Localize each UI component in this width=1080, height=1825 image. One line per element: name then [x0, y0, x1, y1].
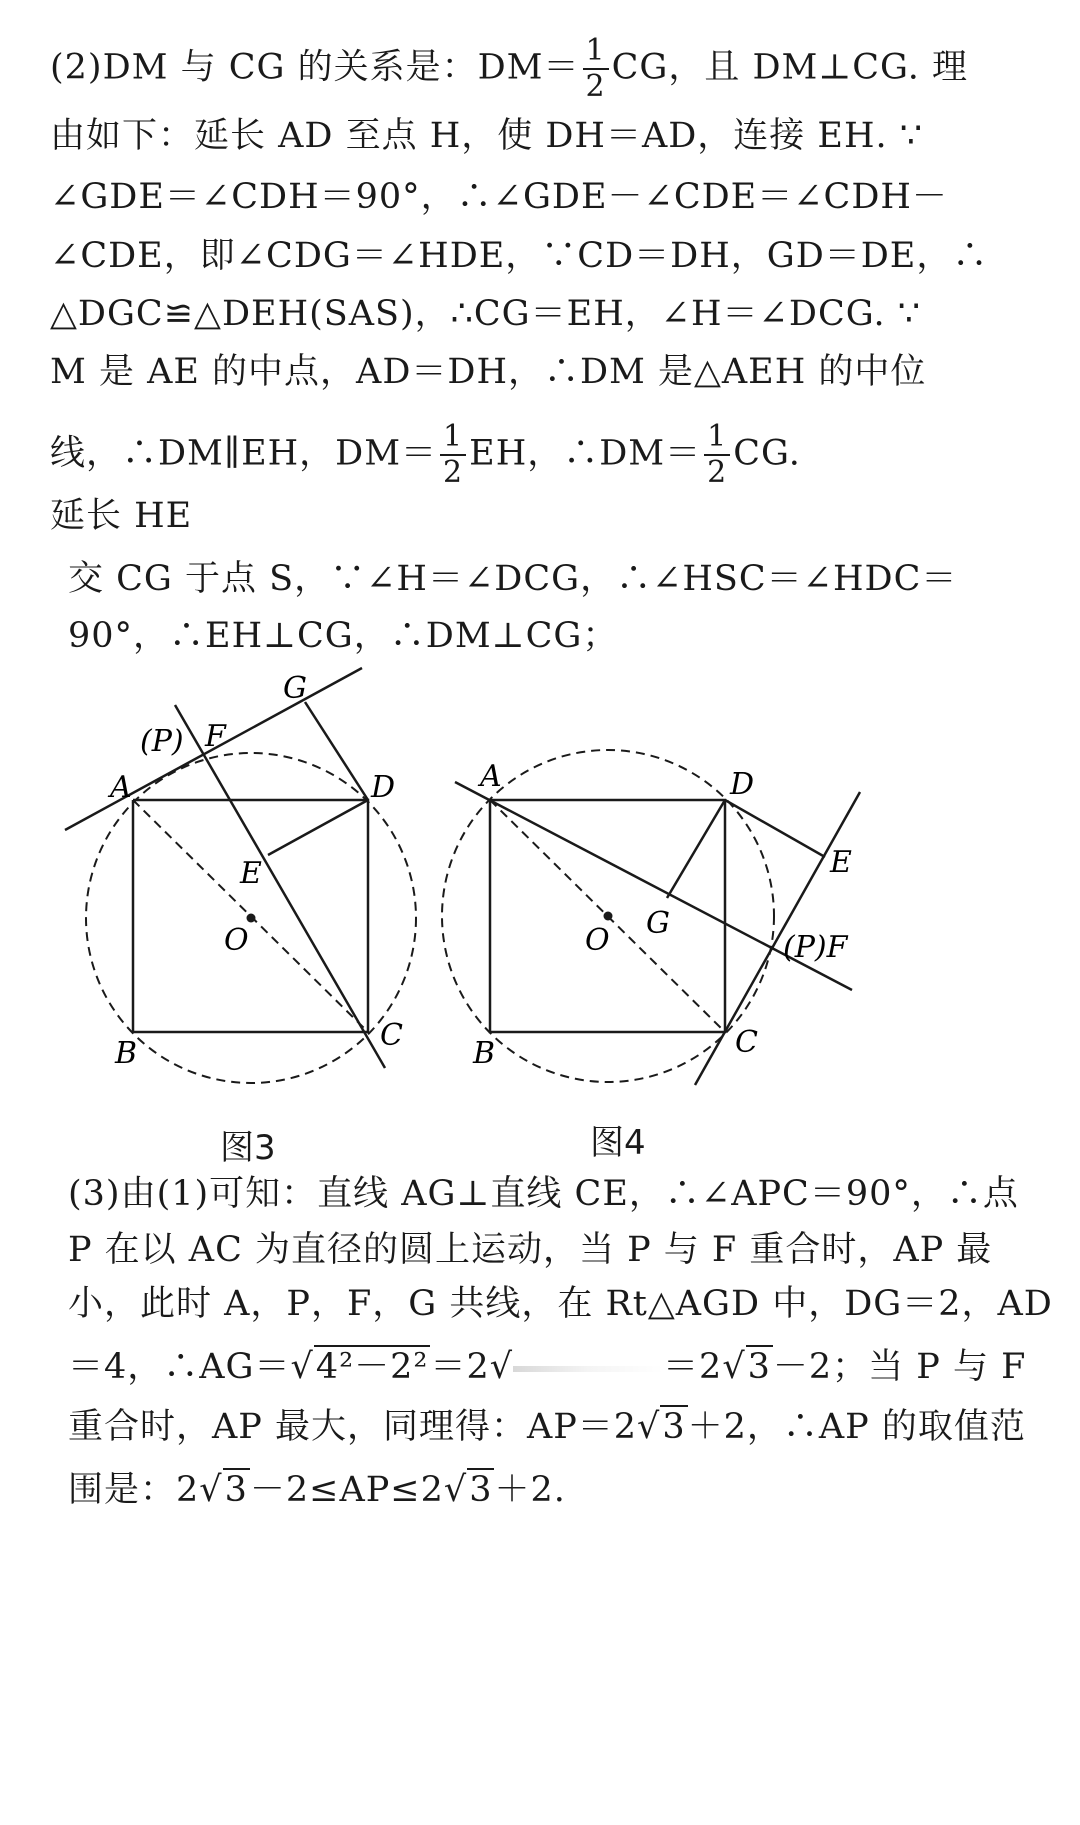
label-e: E	[830, 845, 852, 880]
figure-4	[440, 730, 880, 1100]
text-line-16	[68, 1468, 1053, 1512]
text-segment: －2≤AP≤2	[249, 1470, 444, 1510]
segment-dg	[667, 800, 725, 898]
label-e: E	[240, 856, 262, 891]
text-segment: 线，∴DM∥EH，DM＝	[50, 433, 438, 474]
label-f: F	[205, 719, 226, 754]
text-line-5: △DGC≌△DEH(SAS)，∴CG＝EH，∠H＝∠DCG. ∵	[50, 294, 921, 334]
text-segment: (2)DM 与 CG 的关系是：DM＝	[50, 47, 580, 88]
text-line-13: 小，此时 A，P，F，G 共线，在 Rt△AGD 中，DG＝2，AD	[68, 1284, 1053, 1324]
center-point-o	[604, 912, 613, 921]
text-segment: 重合时，AP 最大，同理得：AP＝2	[68, 1407, 638, 1447]
label-o: O	[224, 923, 249, 958]
square-root: √4²－2²	[290, 1347, 429, 1387]
text-segment: ＝2	[430, 1347, 490, 1387]
segment-de	[725, 800, 825, 857]
square-root: √3	[637, 1407, 686, 1447]
label-g: G	[646, 906, 670, 941]
text-line-4: ∠CDE，即∠CDG＝∠HDE，∵CD＝DH，GD＝DE，∴	[50, 236, 989, 276]
label-d: D	[371, 770, 396, 805]
label-b: B	[473, 1036, 496, 1071]
figure-3-caption: 图3	[220, 1128, 276, 1168]
label-p: (P)	[140, 724, 184, 759]
label-b: B	[115, 1036, 138, 1071]
text-segment: ＝4，∴AG＝	[68, 1347, 291, 1387]
label-a: A	[110, 770, 132, 805]
label-g: G	[283, 671, 307, 706]
text-line-2: 由如下：延长 AD 至点 H，使 DH＝AD，连接 EH. ∵	[50, 116, 924, 156]
label-o: O	[585, 923, 610, 958]
text-line-3: ∠GDE＝∠CDH＝90°，∴∠GDE－∠CDE＝∠CDH－	[50, 177, 948, 217]
segment-de	[268, 800, 368, 855]
text-segment: CG.	[733, 433, 801, 474]
text-line-14	[68, 1345, 1053, 1389]
line-cf	[175, 705, 385, 1068]
square-root: √3	[722, 1347, 771, 1387]
text-segment: EH，∴DM＝	[469, 433, 702, 474]
text-line-8: 延长 HE	[50, 496, 193, 536]
text-line-12: P 在以 AC 为直径的圆上运动，当 P 与 F 重合时，AP 最	[68, 1230, 993, 1270]
text-segment: －2；当 P 与 F	[772, 1347, 1027, 1387]
text-segment: ＋2，∴AP 的取值范	[687, 1407, 1026, 1447]
segment-gd	[305, 702, 368, 800]
text-line-1	[50, 34, 1035, 104]
square-root: √	[489, 1347, 514, 1387]
figure-4-caption: 图4	[590, 1123, 646, 1163]
text-segment: CG，且 DM⊥CG. 理	[611, 47, 969, 88]
fraction: $\frac{1}{2}$	[583, 34, 609, 104]
text-line-6: M 是 AE 的中点，AD＝DH，∴DM 是△AEH 的中位	[50, 352, 927, 392]
text-segment: ＋2.	[494, 1470, 566, 1510]
label-pf: (P)F	[783, 930, 848, 965]
text-segment: 围是：2	[68, 1470, 200, 1510]
blurred-region	[513, 1366, 663, 1372]
label-c: C	[380, 1018, 403, 1053]
label-c: C	[735, 1025, 758, 1060]
square-root: √3	[199, 1470, 248, 1510]
fraction: $\frac{1}{2}$	[440, 420, 466, 490]
square-root: √3	[443, 1470, 493, 1510]
figure-3	[50, 660, 490, 1100]
text-line-9: 交 CG 于点 S，∵∠H＝∠DCG，∴∠HSC＝∠HDC＝	[68, 559, 958, 599]
center-point-o	[247, 914, 256, 923]
label-d: D	[730, 767, 755, 802]
text-line-15	[68, 1405, 1053, 1449]
text-line-10: 90°，∴EH⊥CG，∴DM⊥CG；	[68, 616, 619, 656]
text-line-11: (3)由(1)可知：直线 AG⊥直线 CE，∴∠APC＝90°，∴点	[68, 1174, 1019, 1214]
fraction: $\frac{1}{2}$	[704, 420, 730, 490]
text-segment: ＝2	[663, 1347, 723, 1387]
text-line-7	[50, 420, 1035, 490]
label-a: A	[480, 759, 502, 794]
